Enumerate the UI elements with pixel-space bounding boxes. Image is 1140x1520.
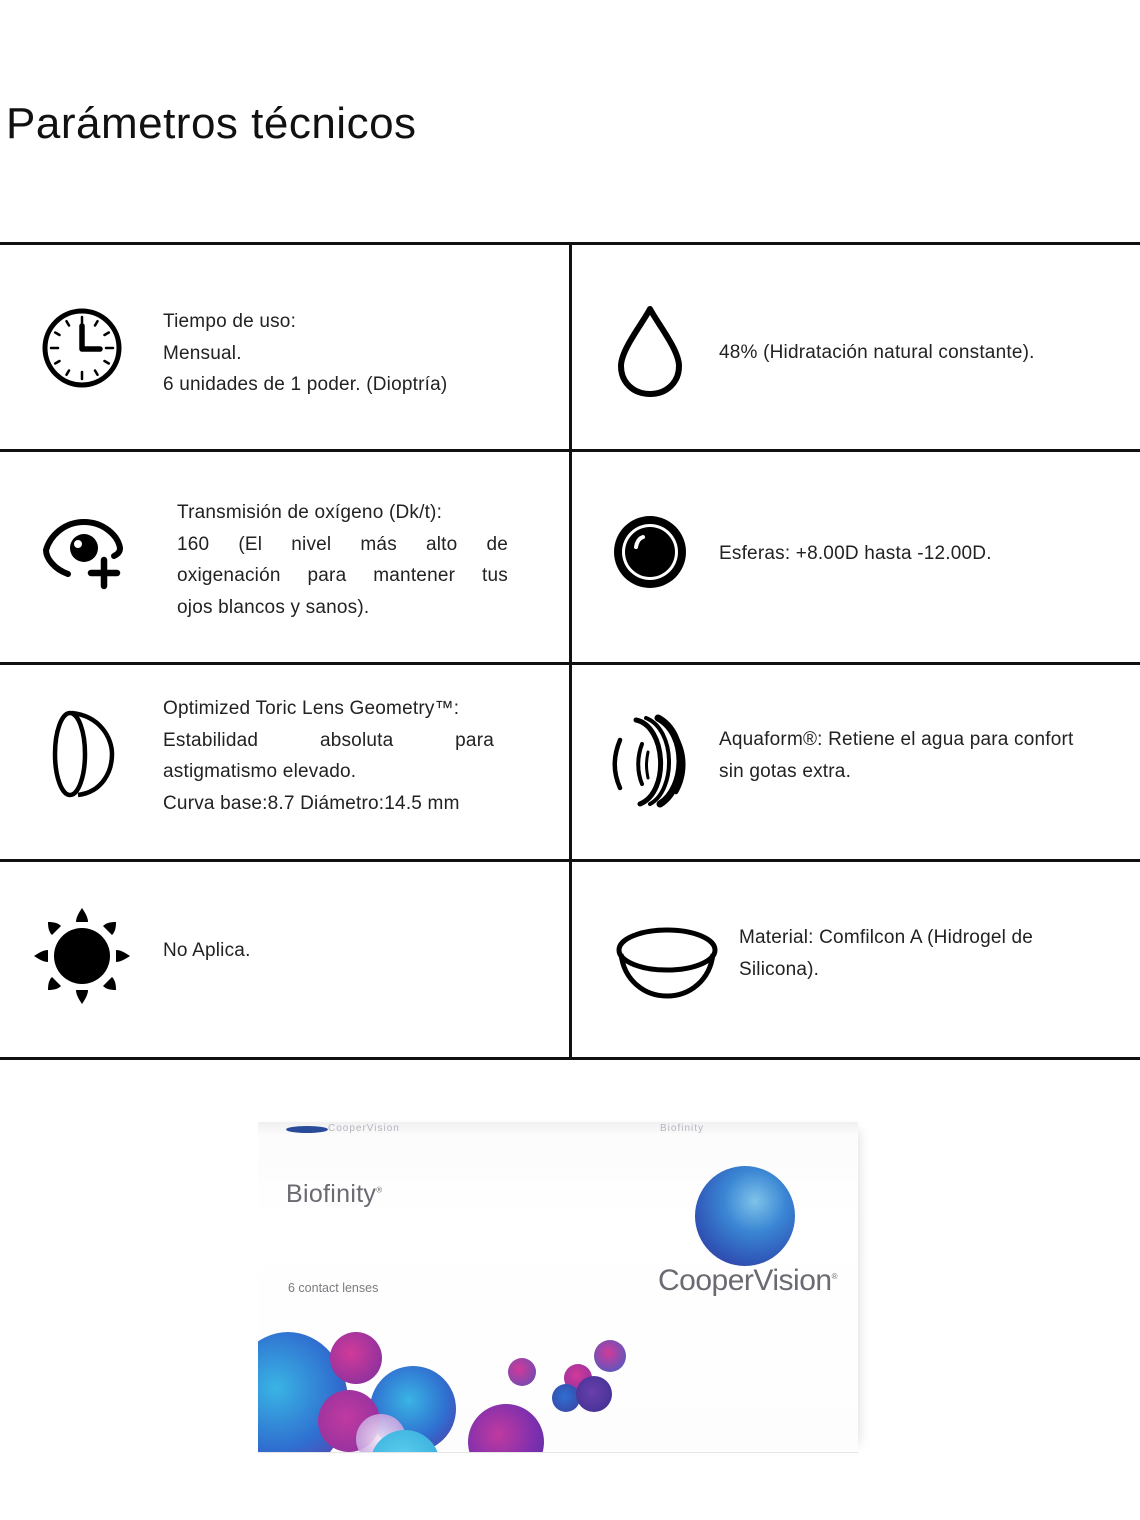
spec-text: Transmisión de oxígeno (Dk/t): 160 (El nivel más alto de oxigenación para mantener tus ojos blancos y sanos). xyxy=(177,502,508,618)
spec-text: Aquaform®: Retiene el agua para confort sin gotas extra. xyxy=(719,729,1074,782)
grid-divider xyxy=(569,242,572,1060)
aquaform-waves-icon xyxy=(610,712,692,808)
manufacturer-name: CooperVision® xyxy=(658,1264,837,1297)
spec-text: Material: Comfilcon A (Hidrogel de Silicona). xyxy=(739,927,1034,980)
eye-plus-icon xyxy=(40,514,128,590)
lens-side-icon xyxy=(50,708,118,800)
lens-circle-icon xyxy=(612,514,688,590)
brand-name: Biofinity® xyxy=(286,1180,383,1208)
water-drop-icon xyxy=(614,302,686,400)
sun-icon xyxy=(32,906,132,1006)
page-title: Parámetros técnicos xyxy=(6,99,417,148)
product-image-biofinity-box xyxy=(258,1122,858,1452)
spec-text: 48% (Hidratación natural constante). xyxy=(719,342,1035,363)
spec-text: Esferas: +8.00D hasta -12.00D. xyxy=(719,543,992,564)
spec-text: Tiempo de uso: Mensual. 6 unidades de 1 poder. (Dioptría) xyxy=(163,311,448,395)
lens-bowl-icon xyxy=(614,926,720,1002)
clock-icon xyxy=(40,306,124,390)
box-top-brand: Biofinity xyxy=(660,1123,705,1134)
box-top-logo-dot xyxy=(286,1126,328,1133)
spec-text: No Aplica. xyxy=(163,940,251,961)
box-top-manufacturer: CooperVision xyxy=(328,1123,400,1134)
spec-text: Optimized Toric Lens Geometry™: Estabilidad absoluta para astigmatismo elevado. Curva base:8.7 Diámetro:14.5 mm xyxy=(163,698,494,814)
lens-count-label: 6 contact lenses xyxy=(288,1281,379,1295)
coopervision-logo-sphere xyxy=(695,1166,795,1266)
